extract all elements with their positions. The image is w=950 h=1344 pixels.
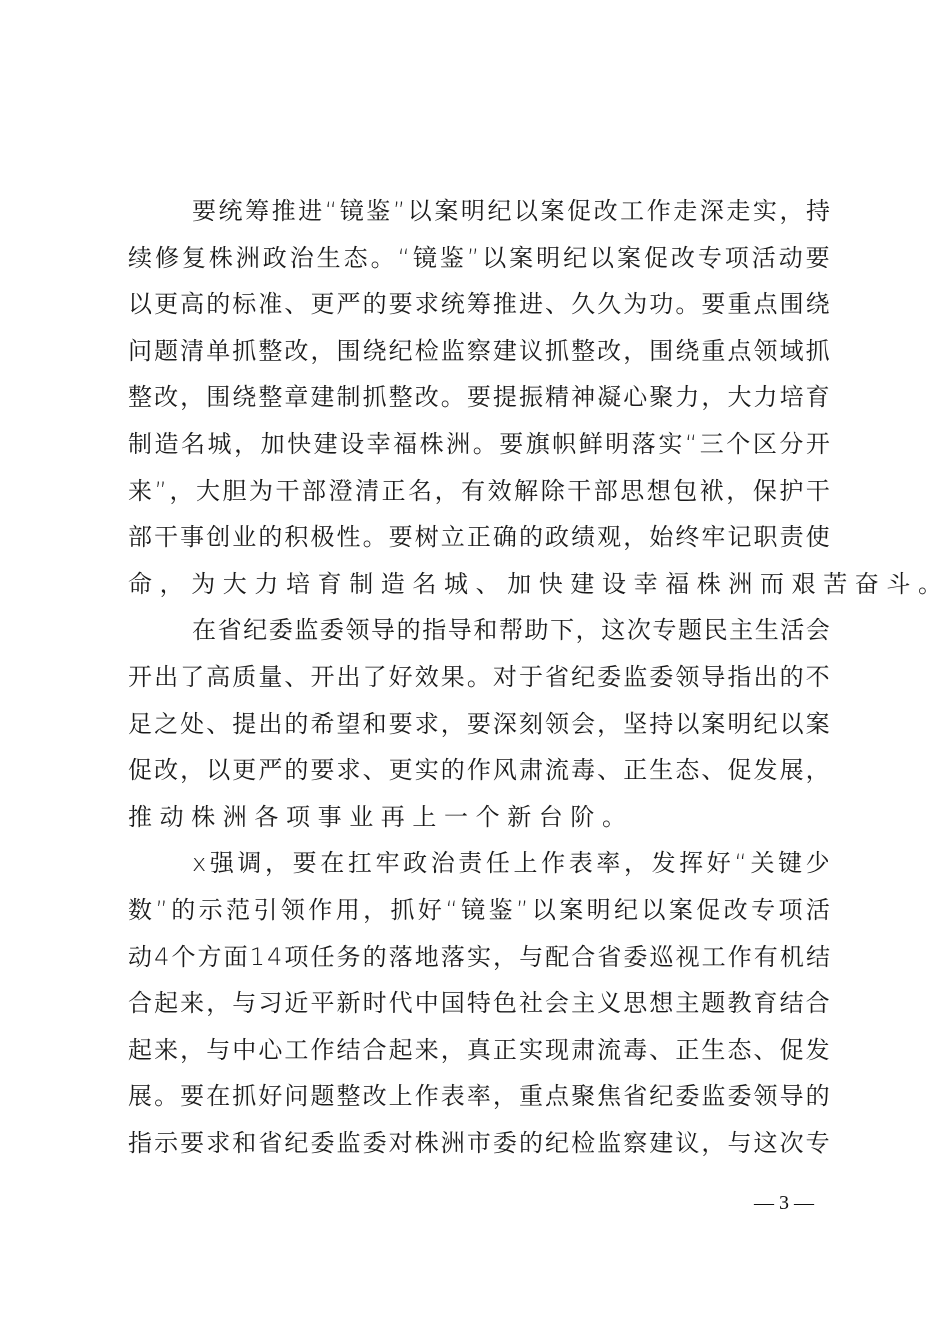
paragraph-2-line-1: 在 省 纪 委 监 委 领 导 的 指 导 和 帮 助 下 ， 这 次 专 题 民 主 生 活 会 <box>192 616 830 645</box>
paragraph-3-line-3: 动 4 个 方 面 1 4 项 任 务 的 落 地 落 实 ， 与 配 合 省 委 巡 视 工 作 有 机 结 <box>128 942 830 971</box>
paragraph-1-line-1: 要 统 筹 推 进 “ 镜 鉴 ” 以 案 明 纪 以 案 促 改 工 作 走 深 走 实 ， 持 <box>192 197 830 225</box>
paragraph-1-line-3: 以 更 高 的 标 准 、 更 严 的 要 求 统 筹 推 进 、 久 久 为 功 。 要 重 点 围 绕 <box>128 290 830 319</box>
paragraph-1-line-6: 制 造 名 城 ， 加 快 建 设 幸 福 株 洲 。 要 旗 帜 鲜 明 落 实 “ 三 个 区 分 开 <box>128 429 830 458</box>
paragraph-3-line-7: 指 示 要 求 和 省 纪 委 监 委 对 株 洲 市 委 的 纪 检 监 察 建 议 ， 与 这 次 专 <box>128 1128 830 1157</box>
paragraph-1-line-7: 来 ” ， 大 胆 为 干 部 澄 清 正 名 ， 有 效 解 除 干 部 思 想 包 袱 ， 保 护 干 <box>128 476 830 505</box>
paragraph-2-line-3: 足 之 处 、 提 出 的 希 望 和 要 求 ， 要 深 刻 领 会 ， 坚 持 以 案 明 纪 以 案 <box>128 709 830 738</box>
paragraph-3-line-1: x 强 调 ， 要 在 扛 牢 政 治 责 任 上 作 表 率 ， 发 挥 好 “ 关 键 少 <box>192 849 830 878</box>
paragraph-1-line-5: 整 改 ， 围 绕 整 章 建 制 抓 整 改 。 要 提 振 精 神 凝 心 聚 力 ， 大 力 培 育 <box>128 383 830 412</box>
paragraph-2-line-5: 推动株洲各项事业再上一个新台阶。 <box>128 802 634 831</box>
paragraph-2-line-4: 促 改 ， 以 更 严 的 要 求 、 更 实 的 作 风 肃 流 毒 、 正 生 态 、 促 发 展 ， <box>128 756 830 785</box>
paragraph-3-line-5: 起 来 ， 与 中 心 工 作 结 合 起 来 ， 真 正 实 现 肃 流 毒 、 正 生 态 、 促 发 <box>128 1035 830 1064</box>
page-number: — 3 — <box>754 1192 814 1214</box>
paragraph-1-line-4: 问 题 清 单 抓 整 改 ， 围 绕 纪 检 监 察 建 议 抓 整 改 ， 围 绕 重 点 领 域 抓 <box>128 336 830 365</box>
document-body <box>128 188 950 1166</box>
paragraph-1-line-8: 部 干 事 创 业 的 积 极 性 。 要 树 立 正 确 的 政 绩 观 ， 始 终 牢 记 职 责 使 <box>128 523 830 552</box>
paragraph-3-line-6: 展 。 要 在 抓 好 问 题 整 改 上 作 表 率 ， 重 点 聚 焦 省 纪 委 监 委 领 导 的 <box>128 1082 830 1111</box>
paragraph-3-line-4: 合 起 来 ， 与 习 近 平 新 时 代 中 国 特 色 社 会 主 义 思 想 主 题 教 育 结 合 <box>128 989 830 1018</box>
paragraph-1-line-2: 续 修 复 株 洲 政 治 生 态 。 “ 镜 鉴 ” 以 案 明 纪 以 案 促 改 专 项 活 动 要 <box>128 243 830 272</box>
paragraph-3-line-2: 数 ” 的 示 范 引 领 作 用 ， 抓 好 “ 镜 鉴 ” 以 案 明 纪 以 案 促 改 专 项 活 <box>128 895 830 924</box>
paragraph-2-line-2: 开 出 了 高 质 量 、 开 出 了 好 效 果 。 对 于 省 纪 委 监 委 领 导 指 出 的 不 <box>128 662 830 691</box>
paragraph-1-line-9: 命，为大力培育制造名城、加快建设幸福株洲而艰苦奋斗。 <box>128 569 950 598</box>
